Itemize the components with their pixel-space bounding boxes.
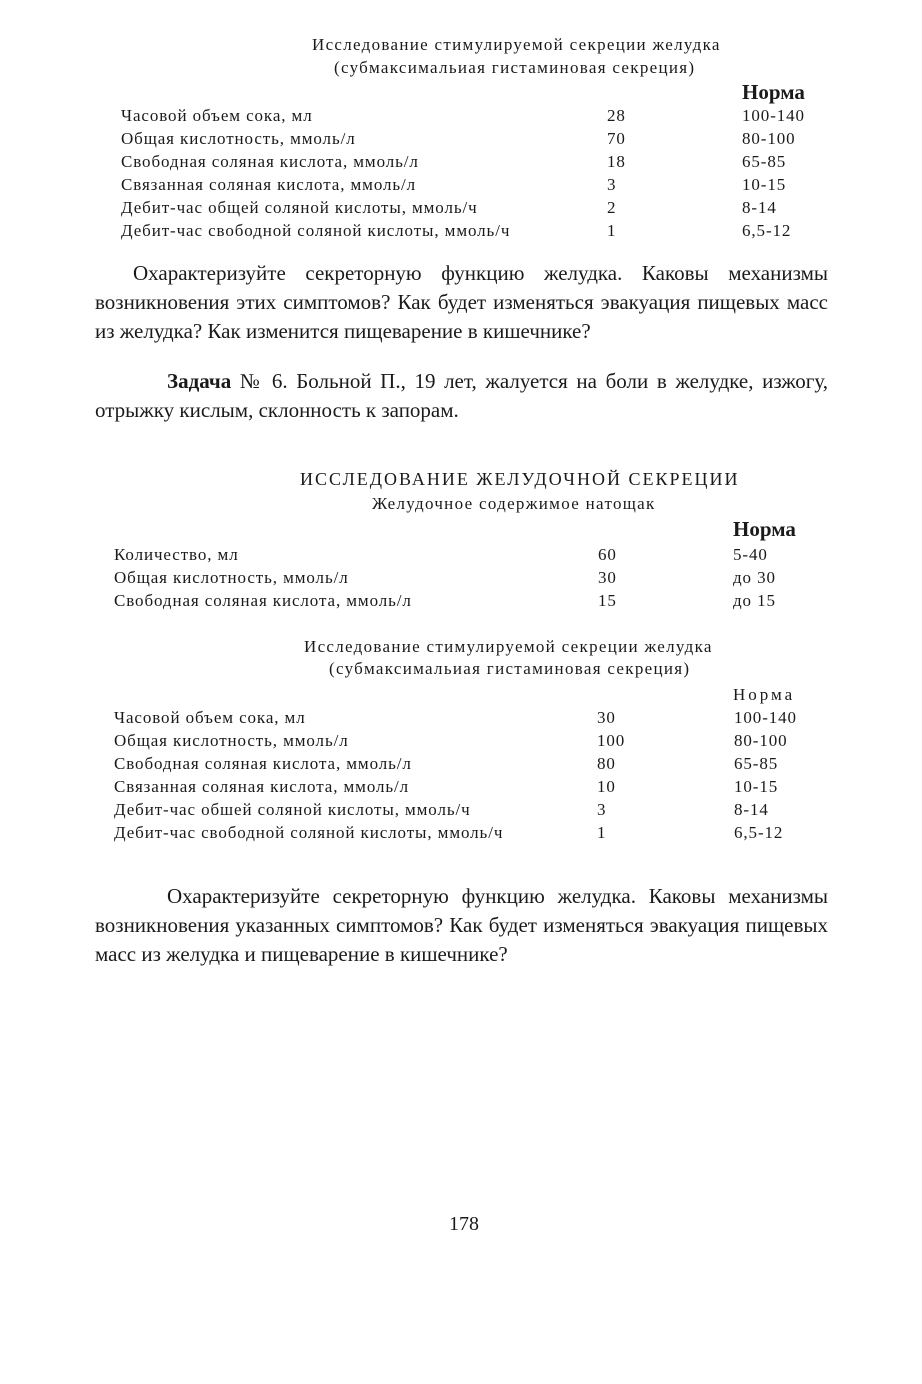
row-norm: 10-15 (742, 175, 787, 194)
row-label: Дебит-час свободной соляной кислоты, ммоль/ч (114, 823, 504, 842)
row-norm: 80-100 (734, 731, 788, 750)
table-row (114, 823, 814, 846)
table-row (121, 221, 821, 244)
block1-title-line1: Исследование стимулируемой секреции желудка (312, 35, 721, 54)
row-value: 3 (607, 175, 617, 194)
block1-norm-header: Норма (742, 80, 805, 104)
row-norm: 65-85 (734, 754, 779, 773)
question-1-paragraph: Охарактеризуйте секреторную функцию желудка. Каковы механизмы возникновения этих симптомов? Как будет изменяться эвакуация пищевых масс из желудка? Как изменится пищеварение в кишечнике? (95, 261, 828, 343)
row-norm: 100-140 (742, 106, 805, 125)
row-label: Свободная соляная кислота, ммоль/л (114, 754, 412, 773)
row-value: 100 (597, 731, 626, 750)
row-norm: 5-40 (733, 545, 768, 564)
row-value: 1 (597, 823, 607, 842)
block2-subtitle: Желудочное содержимое натощак (372, 494, 656, 513)
row-norm: 65-85 (742, 152, 787, 171)
row-value: 2 (607, 198, 617, 217)
table-row (121, 152, 821, 175)
row-label: Связанная соляная кислота, ммоль/л (114, 777, 410, 796)
row-norm: 8-14 (742, 198, 777, 217)
row-label: Часовой объем сока, мл (121, 106, 313, 125)
block3-norm-header: Норма (733, 685, 796, 704)
task-6-paragraph (95, 367, 828, 425)
row-label: Связанная соляная кислота, ммоль/л (121, 175, 417, 194)
table-row (114, 545, 814, 568)
row-norm: 100-140 (734, 708, 797, 727)
row-value: 30 (598, 568, 617, 587)
block1-title-line2: (субмаксимальиая гистаминовая секреция) (334, 58, 696, 77)
row-value: 3 (597, 800, 607, 819)
table-row (121, 106, 821, 129)
row-label: Количество, мл (114, 545, 239, 564)
table-row (114, 708, 814, 731)
table-row (114, 777, 814, 800)
row-label: Свободная соляная кислота, ммоль/л (114, 591, 412, 610)
task-number: № 6. (239, 369, 288, 393)
block3-title-line1: Исследование стимулируемой секреции желудка (304, 637, 713, 656)
row-norm: до 30 (733, 568, 776, 587)
row-label: Дебит-час общей соляной кислоты, ммоль/ч (121, 198, 478, 217)
row-value: 10 (597, 777, 616, 796)
table-row (114, 754, 814, 777)
row-norm: 80-100 (742, 129, 796, 148)
row-value: 1 (607, 221, 617, 240)
row-norm: 6,5-12 (734, 823, 784, 842)
table-row (114, 731, 814, 754)
table-row (114, 591, 814, 614)
row-label: Часовой объем сока, мл (114, 708, 306, 727)
table-row (121, 175, 821, 198)
row-value: 28 (607, 106, 626, 125)
table-row (121, 129, 821, 152)
row-norm: до 15 (733, 591, 776, 610)
table-row (121, 198, 821, 221)
row-value: 18 (607, 152, 626, 171)
block2-norm-header: Норма (733, 517, 796, 541)
row-label: Общая кислотность, ммоль/л (114, 731, 349, 750)
block3-title-line2: (субмаксимальиая гистаминовая секреция) (329, 659, 691, 678)
row-value: 80 (597, 754, 616, 773)
row-label: Общая кислотность, ммоль/л (114, 568, 349, 587)
row-label: Дебит-час обшей соляной кислоты, ммоль/ч (114, 800, 471, 819)
row-value: 60 (598, 545, 617, 564)
row-label: Дебит-час свободной соляной кислоты, ммоль/ч (121, 221, 511, 240)
table-row (114, 800, 814, 823)
page-number: 178 (449, 1213, 479, 1235)
block2-title: ИССЛЕДОВАНИЕ ЖЕЛУДОЧНОЙ СЕКРЕЦИИ (300, 469, 740, 489)
row-norm: 8-14 (734, 800, 769, 819)
task-label: Задача (167, 369, 232, 393)
row-value: 70 (607, 129, 626, 148)
row-label: Общая кислотность, ммоль/л (121, 129, 356, 148)
table-row (114, 568, 814, 591)
question-2-paragraph: Охарактеризуйте секреторную функцию желудка. Каковы механизмы возникновения указанных симптомов? Как будет изменяться эвакуация пищевых масс из желудка и пищеварение в кишечнике? (95, 884, 828, 966)
row-norm: 10-15 (734, 777, 779, 796)
row-value: 15 (598, 591, 617, 610)
row-label: Свободная соляная кислота, ммоль/л (121, 152, 419, 171)
task-text: Больной П., 19 лет, жалуется на боли в желудке, изжогу, отрыжку кислым, склонность к запорам. (95, 369, 829, 422)
row-norm: 6,5-12 (742, 221, 792, 240)
row-value: 30 (597, 708, 616, 727)
